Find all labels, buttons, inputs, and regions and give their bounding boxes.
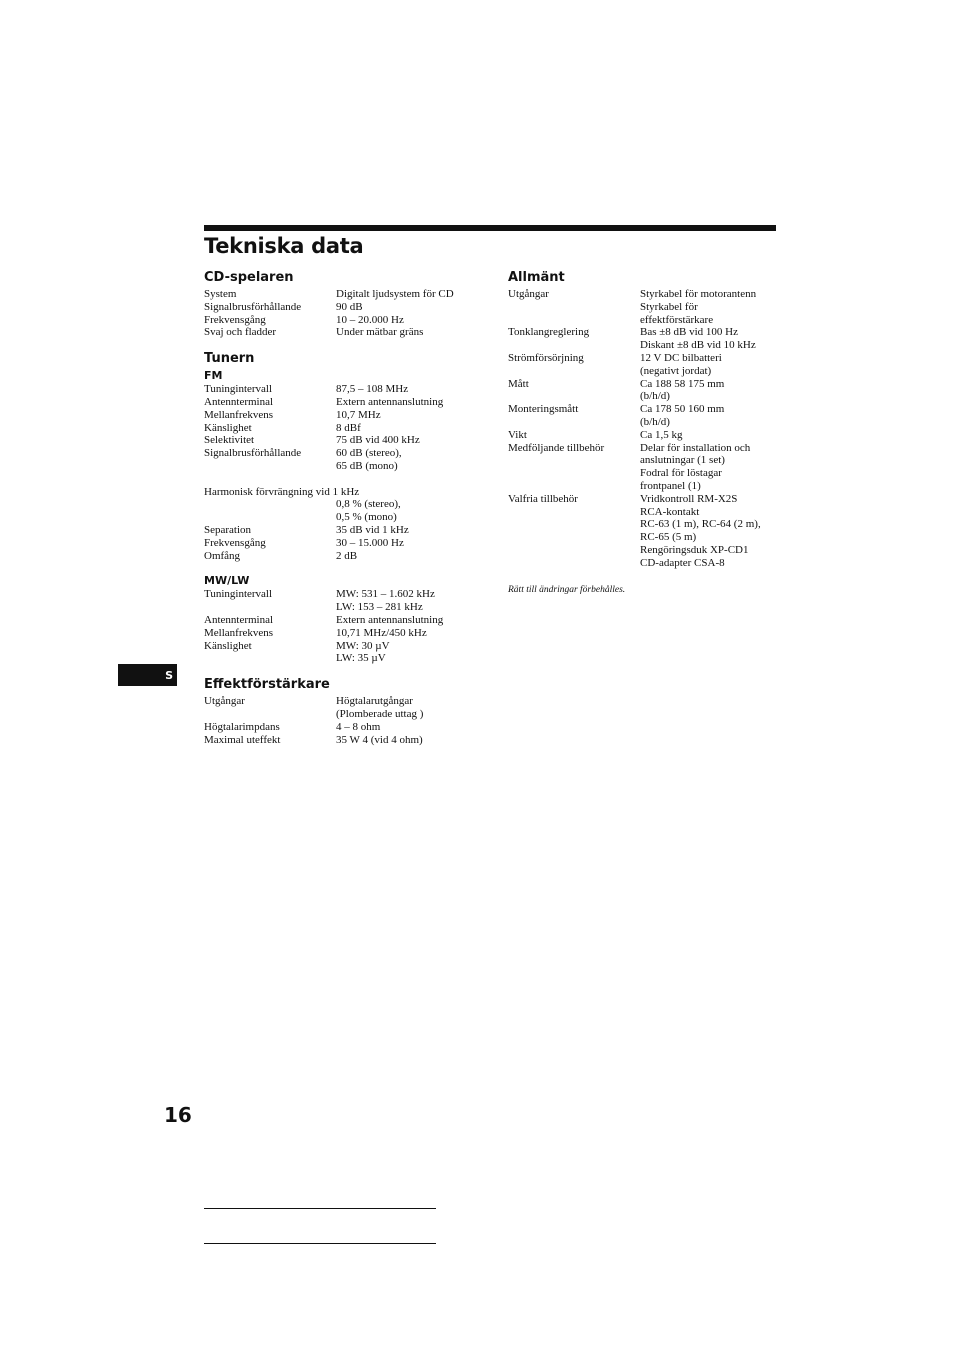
spec-value — [336, 422, 504, 435]
spec-row — [204, 301, 504, 314]
spec-value-line: 60 dB (stereo), — [336, 447, 402, 460]
spec-group — [204, 574, 504, 665]
spec-value — [640, 429, 783, 442]
spec-row — [508, 493, 783, 570]
spec-value — [336, 409, 504, 422]
section-heading: Tunern — [204, 351, 255, 367]
spec-label: Tuningintervall — [204, 588, 273, 601]
spec-value-line: Ca 188 58 175 mm — [640, 377, 725, 390]
subsection-heading: MW/LW — [204, 574, 250, 588]
page-number: 16 — [164, 1103, 192, 1127]
language-tab — [118, 664, 177, 686]
spec-label: Utgångar — [508, 288, 549, 300]
spec-value-line: 0,8 % (stereo), — [336, 498, 401, 511]
spec-label: Vikt — [508, 428, 527, 441]
spec-value-line: 90 dB — [336, 300, 363, 313]
spec-value-line: 12 V DC bilbatteri — [640, 351, 722, 364]
spec-value-line: 8 dBf — [336, 421, 361, 434]
spec-value-line: 35 dB vid 1 kHz — [336, 523, 409, 536]
section-heading: CD-spelaren — [204, 270, 294, 285]
spec-row — [508, 429, 783, 442]
spec-row — [204, 447, 504, 473]
spec-row — [204, 721, 504, 734]
spec-value-line: 30 – 15.000 Hz — [336, 536, 404, 549]
spec-value — [336, 614, 504, 627]
spec-row — [204, 326, 504, 339]
spec-value-line: Styrkabel för — [640, 300, 698, 313]
spec-value-line: Rengöringsduk XP-CD1 — [640, 543, 749, 556]
spec-value-line: MW: 30 µV — [336, 639, 390, 652]
spec-value-line: Fodral för löstagar — [640, 467, 722, 480]
section-allmant — [508, 270, 783, 570]
spec-value — [640, 352, 783, 378]
spec-row — [508, 442, 783, 493]
spec-label: Utgångar — [204, 695, 245, 708]
spec-group — [204, 288, 504, 339]
spec-value — [359, 486, 504, 499]
spec-label: Frekvensgång — [204, 313, 266, 326]
disclaimer-note: Rätt till ändringar förbehålles. — [508, 584, 626, 595]
spec-value-line: anslutningar (1 set) — [640, 454, 725, 467]
spec-label: Maximal uteffekt — [204, 733, 281, 746]
spec-row — [204, 383, 504, 396]
spec-value — [336, 640, 504, 666]
spec-row — [204, 524, 504, 537]
spec-value-line: Ca 1,5 kg — [640, 428, 683, 441]
spec-value-line: Extern antennanslutning — [336, 395, 444, 408]
spec-label: Antennterminal — [204, 613, 274, 626]
spec-label — [204, 498, 336, 524]
spec-value — [336, 396, 504, 409]
spec-value — [336, 524, 504, 537]
spec-group — [508, 288, 783, 570]
spec-value-line: Under mätbar gräns — [336, 326, 424, 339]
spec-label: Omfång — [204, 549, 241, 562]
spec-value-line: Diskant ±8 dB vid 10 kHz — [640, 339, 756, 352]
spec-value-line: frontpanel (1) — [640, 479, 701, 492]
spec-value — [336, 314, 504, 327]
spec-group — [204, 695, 504, 746]
spec-label: Signalbrusförhållande — [204, 300, 302, 313]
spec-value-line: 65 dB (mono) — [336, 459, 398, 472]
spec-value-line: (Plomberade uttag ) — [336, 707, 424, 720]
spec-value — [336, 383, 504, 396]
spec-label: Känslighet — [204, 421, 252, 434]
spec-row — [204, 314, 504, 327]
spec-label: Selektivitet — [204, 434, 255, 447]
spec-row — [508, 326, 783, 352]
spec-value-line: (negativt jordat) — [640, 364, 712, 377]
title-rule — [204, 225, 776, 231]
spec-label: Mått — [508, 377, 529, 390]
spec-value-line: Extern antennanslutning — [336, 613, 444, 626]
spec-value-line: 35 W 4 (vid 4 ohm) — [336, 733, 423, 746]
spec-row — [508, 288, 783, 326]
spec-label: Valfria tillbehör — [508, 492, 578, 505]
section-tunern — [204, 351, 504, 665]
language-tab-label: S — [165, 668, 173, 682]
spec-value-line: Högtalarutgångar — [336, 695, 413, 708]
spec-value — [336, 447, 504, 473]
spec-value-line: 4 – 8 ohm — [336, 720, 381, 733]
spec-value-line: RC-65 (5 m) — [640, 531, 697, 544]
spec-value-line: (b/h/d) — [640, 415, 670, 428]
spec-value-line: Delar för installation och — [640, 441, 751, 454]
left-column — [204, 270, 504, 758]
right-column — [508, 270, 783, 596]
spec-row — [204, 640, 504, 666]
spec-value-line: 0,5 % (mono) — [336, 511, 397, 524]
spec-label: Harmonisk förvrängning vid 1 kHz — [204, 485, 360, 498]
subsection-heading: FM — [204, 369, 223, 383]
spec-value — [640, 378, 783, 404]
spec-label — [204, 473, 336, 486]
spec-value — [336, 695, 504, 721]
spec-value — [336, 721, 504, 734]
spec-row — [204, 473, 504, 486]
spec-value-line: 10,71 MHz/450 kHz — [336, 626, 427, 639]
spec-label: Antennterminal — [204, 395, 274, 408]
spec-row — [204, 396, 504, 409]
footer-rule-2 — [204, 1243, 436, 1244]
spec-value-line: 87,5 – 108 MHz — [336, 383, 409, 396]
spec-label: Medföljande tillbehör — [508, 441, 605, 454]
spec-value-line: 10,7 MHz — [336, 408, 381, 421]
spec-row — [204, 434, 504, 447]
page-title: Tekniska data — [204, 234, 364, 258]
spec-label: Känslighet — [204, 639, 252, 652]
footer-rule-1 — [204, 1208, 436, 1209]
section-heading: Allmänt — [508, 270, 565, 285]
spec-value — [336, 537, 504, 550]
spec-value — [640, 288, 783, 326]
spec-row — [204, 695, 504, 721]
spec-value-line: Styrkabel för motorantenn — [640, 288, 757, 300]
spec-value — [336, 588, 504, 614]
spec-row — [204, 734, 504, 747]
spec-value-line: RCA-kontakt — [640, 505, 700, 518]
spec-label: Monteringsmått — [508, 403, 579, 416]
section-cd-spelaren — [204, 270, 504, 339]
spec-group — [204, 369, 504, 562]
spec-value — [640, 326, 783, 352]
spec-row — [204, 498, 504, 524]
spec-value — [336, 473, 504, 486]
spec-value — [640, 493, 783, 570]
spec-label: System — [204, 288, 237, 300]
spec-value — [336, 326, 504, 339]
spec-value — [336, 550, 504, 563]
section-heading: Effektförstärkare — [204, 677, 330, 693]
spec-row — [204, 537, 504, 550]
section-effektforstarkare — [204, 677, 504, 746]
spec-label: Separation — [204, 523, 252, 536]
spec-label: Tonklangreglering — [508, 326, 590, 339]
spec-value-line: 75 dB vid 400 kHz — [336, 434, 420, 447]
spec-label: Mellanfrekvens — [204, 408, 274, 421]
spec-row — [508, 352, 783, 378]
spec-value-line: CD-adapter CSA-8 — [640, 556, 725, 569]
spec-value-line: (b/h/d) — [640, 390, 670, 403]
spec-value — [336, 627, 504, 640]
spec-value-line: LW: 153 – 281 kHz — [336, 601, 423, 614]
spec-value — [336, 498, 504, 524]
spec-label: Tuningintervall — [204, 383, 273, 396]
spec-row — [508, 403, 783, 429]
spec-row — [204, 627, 504, 640]
spec-value — [640, 442, 783, 493]
spec-value — [336, 288, 504, 301]
spec-label: Strömförsörjning — [508, 351, 584, 364]
spec-value-line: Ca 178 50 160 mm — [640, 403, 725, 416]
spec-row — [508, 378, 783, 404]
spec-value-line: Bas ±8 dB vid 100 Hz — [640, 326, 739, 339]
spec-value-line: Vridkontroll RM-X2S — [640, 492, 738, 505]
spec-value — [336, 734, 504, 747]
spec-value-line: 2 dB — [336, 549, 358, 562]
spec-value-line: LW: 35 µV — [336, 652, 386, 665]
spec-row — [204, 550, 504, 563]
spec-row — [204, 588, 504, 614]
spec-value-line: effektförstärkare — [640, 313, 714, 326]
spec-row — [204, 614, 504, 627]
spec-value-line: RC-63 (1 m), RC-64 (2 m), — [640, 518, 761, 531]
spec-label: Mellanfrekvens — [204, 626, 274, 639]
spec-value-line: Digitalt ljudsystem för CD — [336, 288, 454, 300]
spec-value — [336, 434, 504, 447]
spec-row — [204, 486, 504, 499]
spec-value — [336, 301, 504, 314]
spec-value-line: MW: 531 – 1.602 kHz — [336, 588, 435, 601]
spec-row — [204, 409, 504, 422]
spec-row — [204, 288, 504, 301]
spec-label: Frekvensgång — [204, 536, 266, 549]
spec-row — [204, 422, 504, 435]
spec-label: Signalbrusförhållande — [204, 447, 302, 460]
spec-label: Högtalarimpdans — [204, 720, 280, 733]
spec-value-line: 10 – 20.000 Hz — [336, 313, 404, 326]
spec-value — [640, 403, 783, 429]
spec-label: Svaj och fladder — [204, 326, 277, 339]
